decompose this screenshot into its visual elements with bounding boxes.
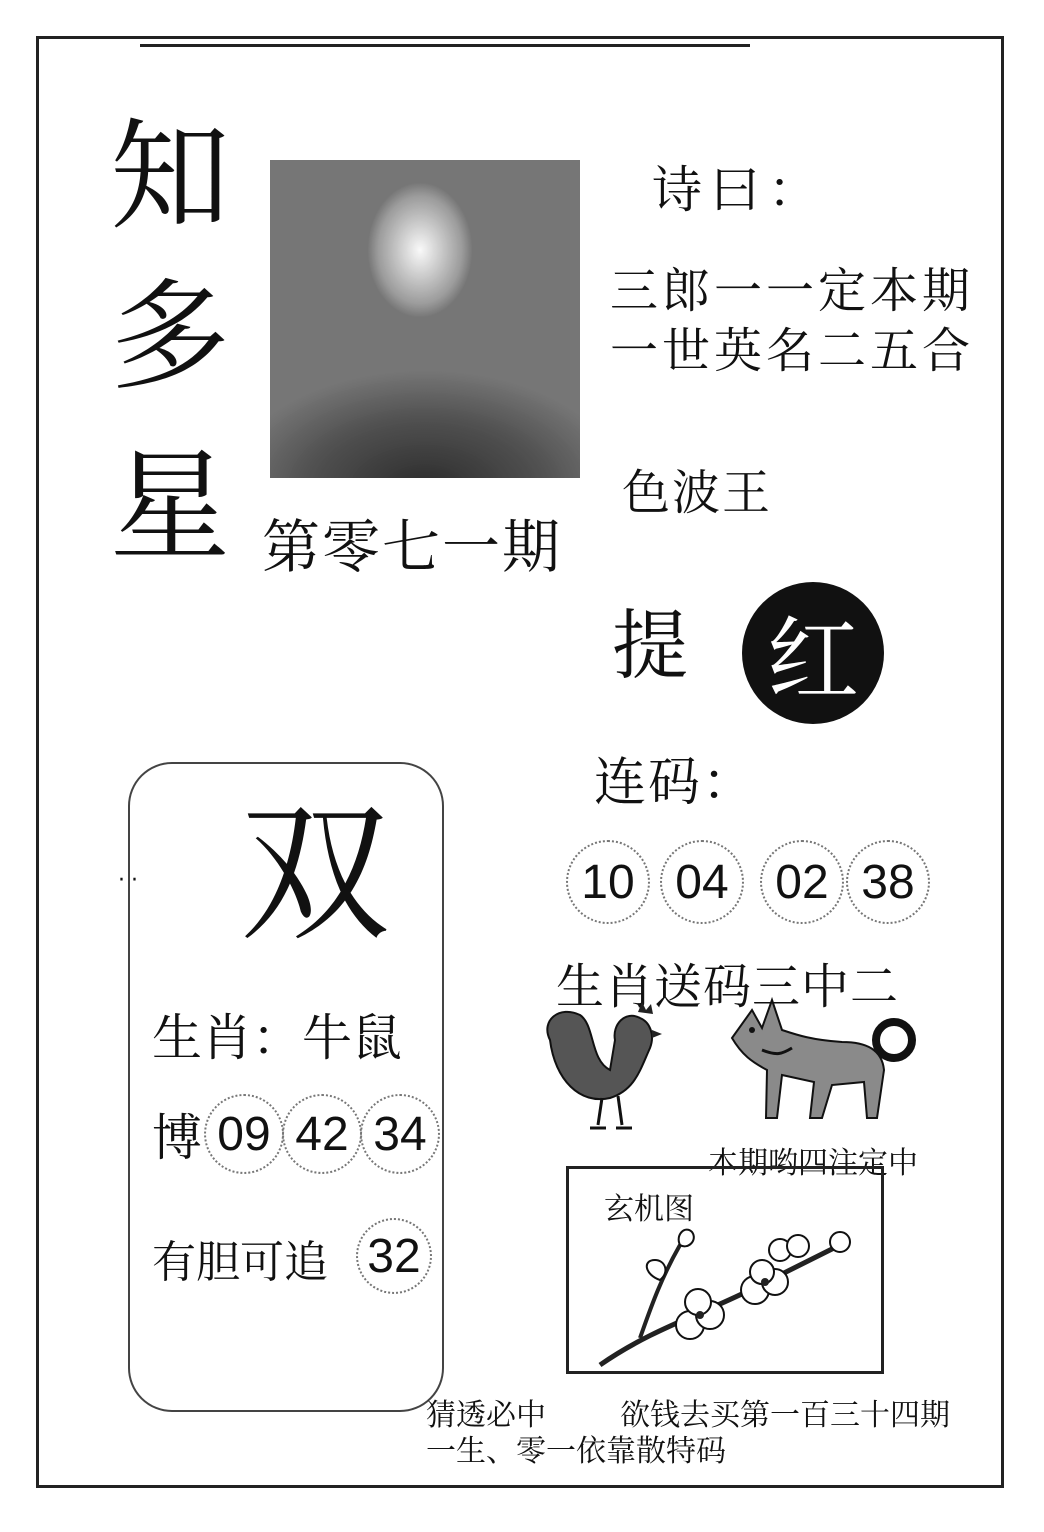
- bo-number: 42: [282, 1094, 362, 1174]
- footer-line2: 一生、零一依靠散特码: [426, 1434, 726, 1469]
- bo-label: 博: [152, 1109, 202, 1167]
- zodiac-line: 生肖：牛鼠: [152, 1009, 402, 1067]
- lianma-number: 04: [660, 840, 744, 924]
- portrait-photo: [270, 160, 580, 478]
- decorative-dots: ··: [118, 868, 144, 893]
- lianma-number: 10: [566, 840, 650, 924]
- bo-number: 09: [204, 1094, 284, 1174]
- lianma-label: 连码：: [594, 753, 757, 813]
- period-note: 本期哟四注定中: [708, 1146, 918, 1181]
- title-char-1: 知: [110, 108, 230, 247]
- gift-text: 生肖送码三中二: [556, 959, 900, 1015]
- footer-right: 欲钱去买第一百三十四期: [620, 1398, 950, 1433]
- tip-color-text: 红: [766, 607, 859, 714]
- color-king-label: 色波王: [622, 465, 773, 521]
- bo-number: 34: [360, 1094, 440, 1174]
- big-char: 双: [240, 788, 391, 962]
- top-rule: [140, 44, 750, 47]
- tip-color-circle: [742, 582, 884, 724]
- tip-label: 提: [612, 601, 688, 690]
- issue-number: 第零七一期: [262, 513, 563, 581]
- chase-number: 32: [356, 1218, 432, 1294]
- title-char-3: 星: [110, 438, 230, 577]
- poem-title: 诗曰：: [652, 161, 826, 219]
- chase-label: 有胆可追: [152, 1237, 328, 1288]
- footer-left: 猜透必中: [426, 1398, 546, 1433]
- poem-line-1: 三郎一一定本期: [610, 263, 975, 319]
- lianma-number: 38: [846, 840, 930, 924]
- title-char-2: 多: [110, 268, 230, 407]
- rooster-icon: [540, 1000, 670, 1135]
- xuanji-label: 玄机图: [604, 1192, 694, 1227]
- poem-line-2: 一世英名二五合: [610, 323, 975, 379]
- flower-branch-icon: [580, 1220, 870, 1370]
- dog-icon: [722, 990, 917, 1130]
- lianma-number: 02: [760, 840, 844, 924]
